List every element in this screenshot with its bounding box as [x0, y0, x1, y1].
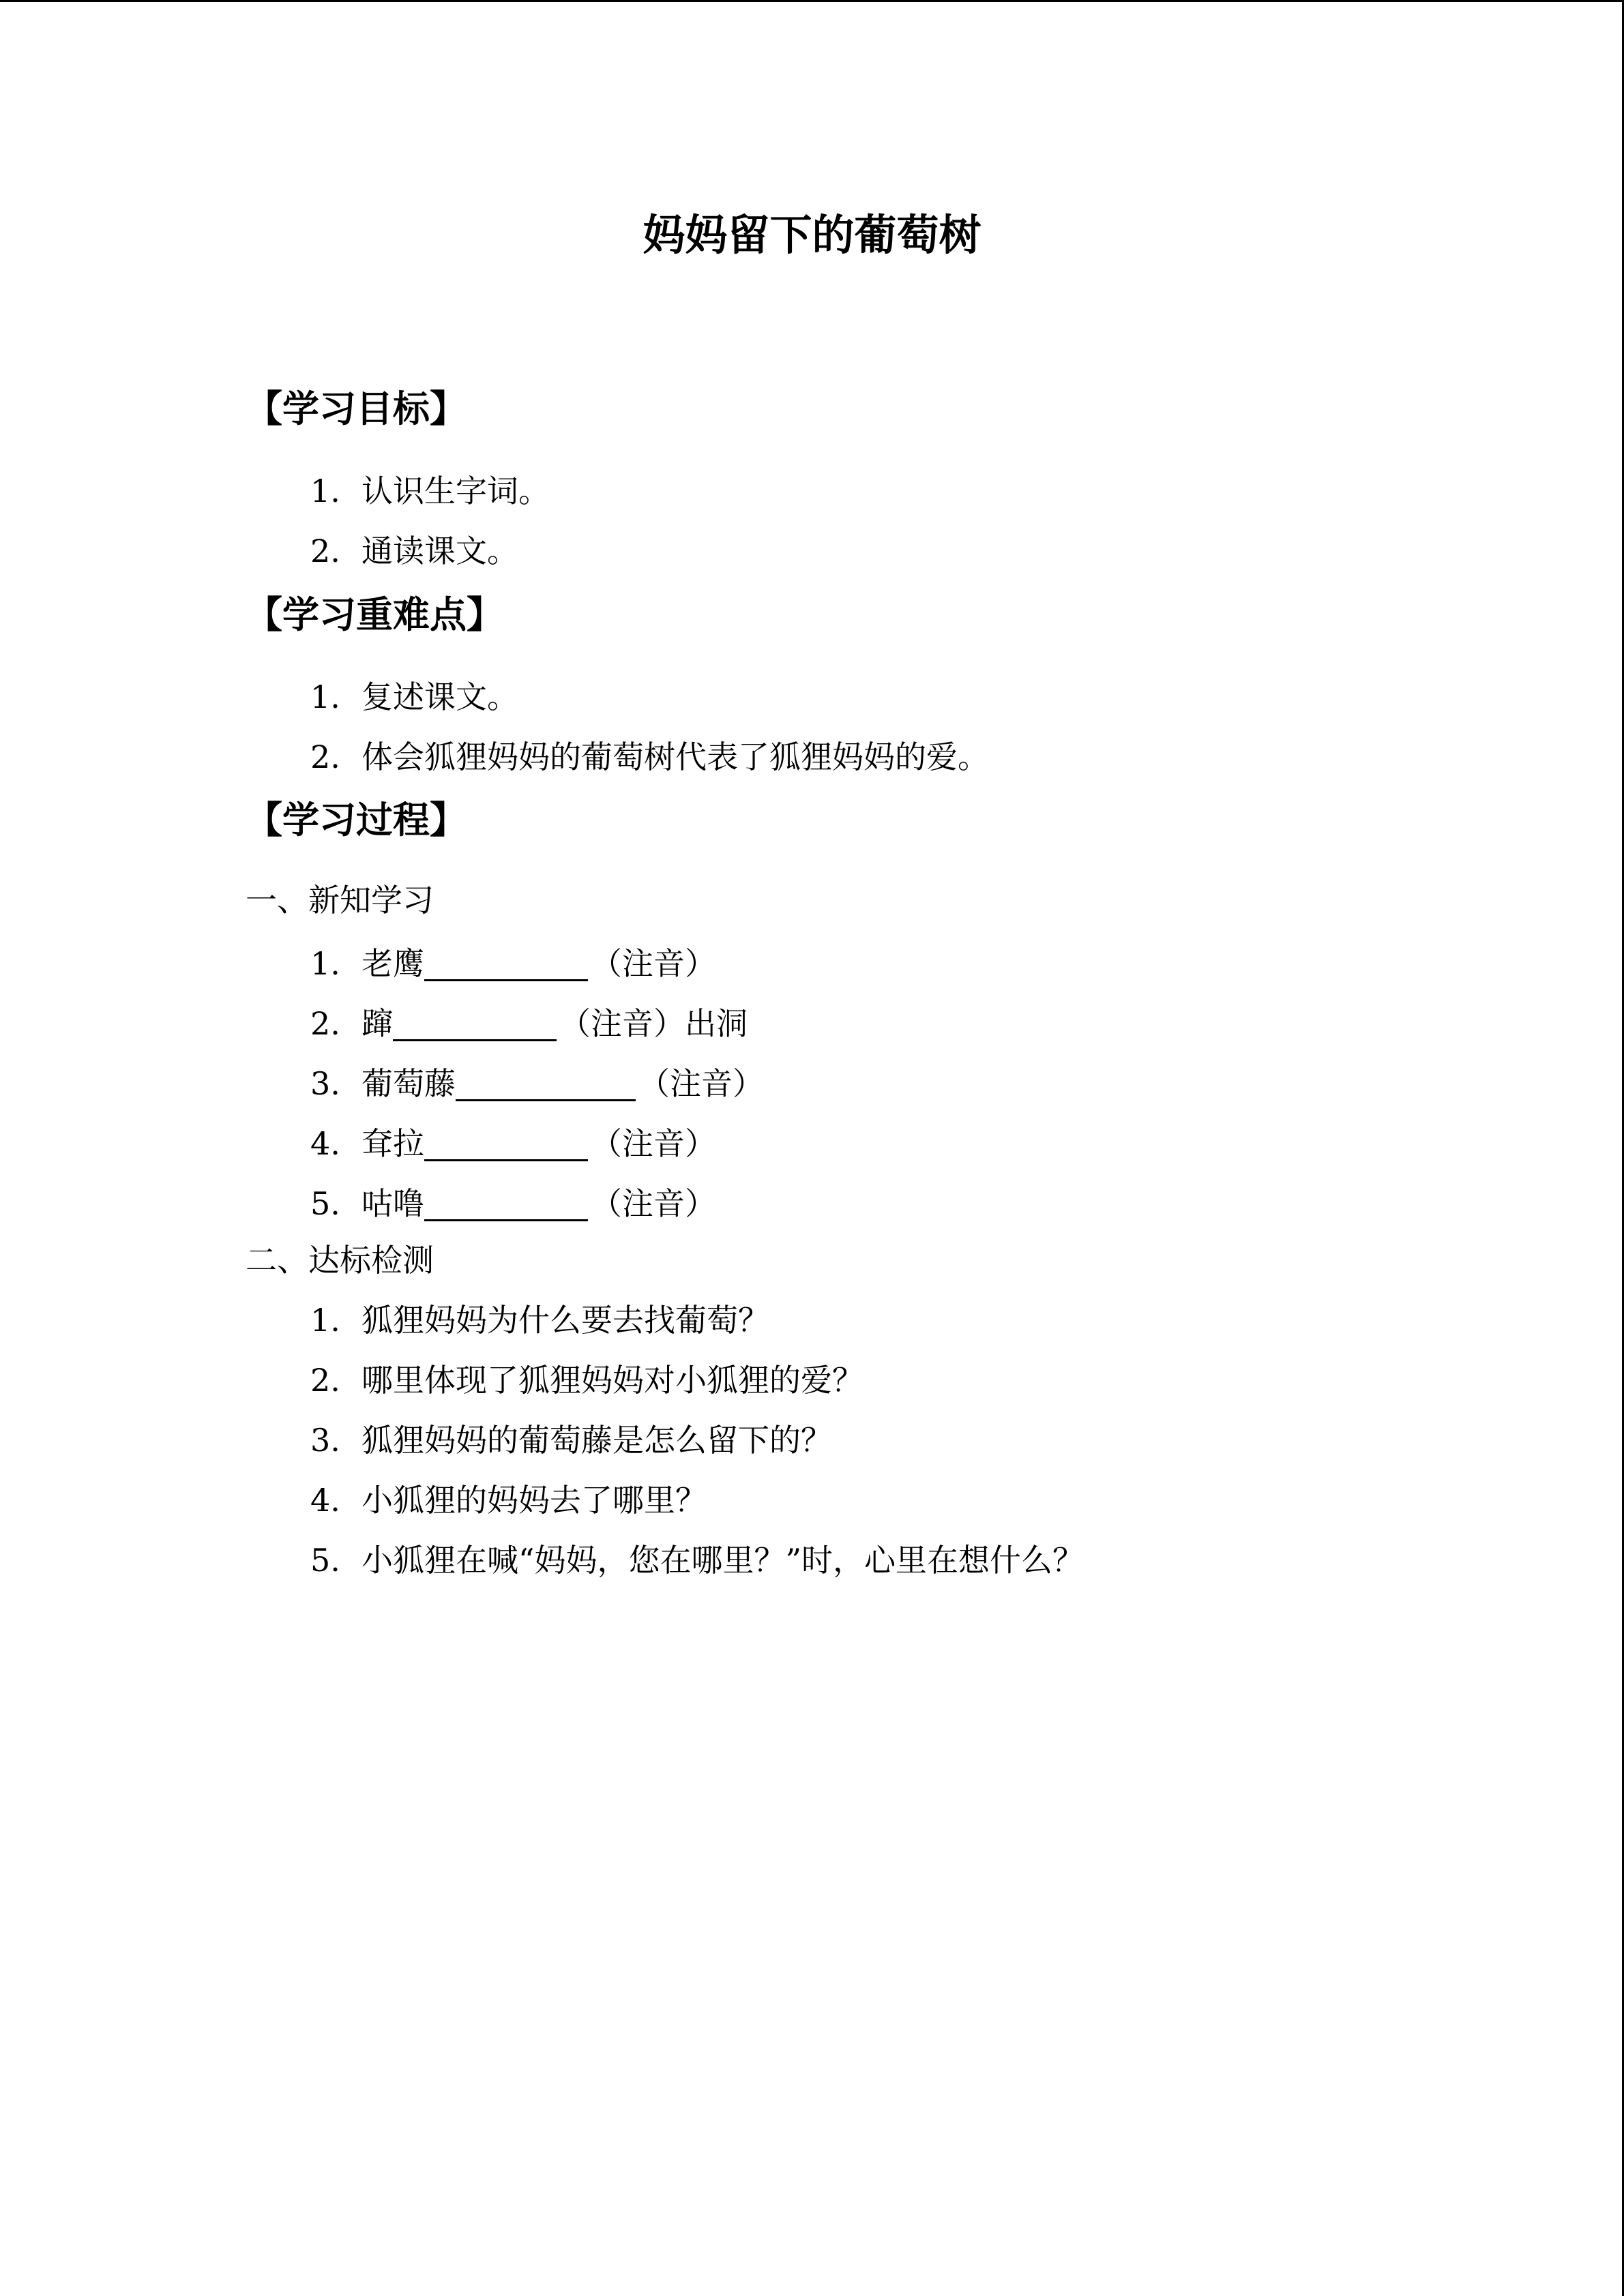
item-number: 1. [310, 679, 340, 715]
item-number: 3. [310, 1065, 340, 1102]
fill-blank[interactable] [424, 1120, 588, 1161]
item-text: 通读课文。 [361, 533, 518, 569]
pinyin-item-3 [310, 1053, 764, 1107]
item-text: 哪里体现了狐狸妈妈对小狐狸的爱？ [361, 1362, 863, 1399]
item-number: 1. [310, 473, 340, 509]
item-suffix: （注音） [591, 945, 716, 982]
item-number: 2. [310, 1362, 340, 1399]
item-word: 咕噜 [361, 1185, 424, 1222]
section-heading-goals: 【学习目标】 [246, 387, 467, 430]
item-number: 4. [310, 1482, 340, 1519]
item-number: 2. [310, 1005, 340, 1042]
document-title: 妈妈留下的葡萄树 [643, 210, 981, 260]
item-number: 5. [310, 1185, 340, 1222]
question-item-2 [310, 1353, 863, 1407]
pinyin-item-4 [310, 1113, 716, 1167]
item-text: 认识生字词。 [361, 473, 550, 509]
pinyin-item-5 [310, 1173, 716, 1227]
question-item-1 [310, 1293, 769, 1347]
pinyin-item-2 [310, 993, 748, 1047]
page-border-top [0, 0, 1624, 2]
question-item-4 [310, 1473, 707, 1527]
item-text: 复述课文。 [361, 679, 518, 715]
item-number: 5. [310, 1542, 340, 1579]
item-number: 2. [310, 739, 340, 775]
item-suffix: （注音）出洞 [559, 1005, 748, 1042]
difficulty-item-1 [310, 670, 518, 724]
fill-blank[interactable] [424, 940, 588, 981]
section-heading-difficulties: 【学习重难点】 [246, 593, 503, 636]
item-suffix: （注音） [591, 1185, 716, 1222]
fill-blank[interactable] [424, 1180, 588, 1221]
goal-item-1 [310, 464, 550, 518]
item-text: 体会狐狸妈妈的葡萄树代表了狐狸妈妈的爱。 [361, 739, 989, 775]
question-item-5 [310, 1533, 1084, 1587]
item-number: 4. [310, 1125, 340, 1162]
subsection-label-new-knowledge: 一、新知学习 [246, 882, 434, 919]
item-text: 小狐狸的妈妈去了哪里？ [361, 1482, 707, 1519]
item-suffix: （注音） [591, 1125, 716, 1162]
item-text: 狐狸妈妈为什么要去找葡萄？ [361, 1302, 769, 1339]
item-word: 蹿 [361, 1005, 393, 1042]
item-number: 3. [310, 1422, 340, 1459]
fill-blank[interactable] [456, 1060, 636, 1101]
goal-item-2 [310, 524, 518, 578]
item-number: 1. [310, 1302, 340, 1339]
subsection-label-assessment: 二、达标检测 [246, 1242, 434, 1279]
section-heading-process: 【学习过程】 [246, 799, 467, 841]
question-item-3 [310, 1413, 832, 1467]
item-word: 耷拉 [361, 1125, 424, 1162]
pinyin-item-1 [310, 933, 716, 987]
item-word: 老鹰 [361, 945, 424, 982]
item-number: 1. [310, 945, 340, 982]
item-number: 2. [310, 533, 340, 569]
item-text: 小狐狸在喊“妈妈，您在哪里？”时，心里在想什么？ [361, 1542, 1084, 1579]
item-word: 葡萄藤 [361, 1065, 456, 1102]
fill-blank[interactable] [393, 1000, 557, 1041]
item-text: 狐狸妈妈的葡萄藤是怎么留下的？ [361, 1422, 832, 1459]
item-suffix: （注音） [638, 1065, 764, 1102]
difficulty-item-2 [310, 730, 989, 784]
